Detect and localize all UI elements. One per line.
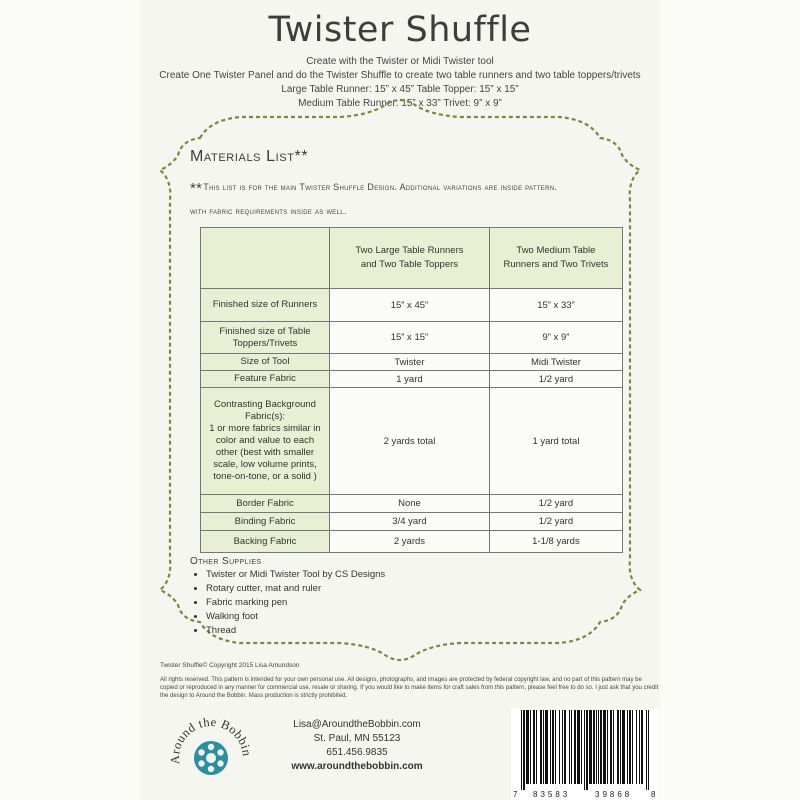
barcode-bar: [521, 710, 522, 790]
table-header-row: [201, 228, 623, 289]
barcode-bar: [600, 710, 602, 784]
list-item: • Rotary cutter, mat and ruler: [206, 582, 385, 596]
row-label: Finished size of Table Toppers/Trivets: [201, 322, 330, 354]
barcode-right-digit: 8: [651, 790, 656, 799]
barcode-bar: [569, 710, 570, 784]
contact-website[interactable]: www.aroundthebobbin.com: [291, 761, 423, 772]
row-label: Feature Fabric: [201, 371, 330, 388]
cell-large: 3/4 yard: [330, 513, 490, 531]
barcode-bar: [632, 710, 633, 784]
supplies-list: [192, 568, 385, 638]
contact-email[interactable]: Lisa@AroundtheBobbin.com: [293, 719, 421, 730]
barcode-bar: [620, 710, 621, 784]
barcode-bar: [636, 710, 637, 784]
cell-medium: Midi Twister: [489, 354, 622, 371]
cell-medium: 1 yard total: [489, 388, 622, 495]
table-row: [201, 354, 623, 371]
cell-large: None: [330, 495, 490, 513]
barcode-bar: [613, 710, 614, 784]
barcode-group-1: 83583: [533, 790, 571, 799]
around-the-bobbin-logo: [166, 706, 256, 796]
table-row: [201, 289, 623, 322]
table-row: [201, 495, 623, 513]
materials-list-title: Materials List**: [190, 148, 309, 165]
subtitle-line-2: Create One Twister Panel and do the Twister Shuffle to create two table runners and two table toppers/trivets: [159, 70, 641, 81]
barcode-bar: [586, 710, 588, 790]
row-label: Backing Fabric: [201, 531, 330, 553]
table-row: [201, 322, 623, 354]
list-item: • Thread: [206, 624, 385, 638]
barcode-bars: [517, 710, 653, 790]
subtitle-line-3: Large Table Runner: 15” x 45” Table Topper: 15” x 15”: [281, 84, 519, 95]
barcode-bar: [564, 710, 566, 784]
logo-text: Around the Bobbin: [167, 714, 255, 765]
copyright-line: Twister Shuffle© Copyright 2015 Lisa Amundson: [160, 662, 300, 669]
table-corner-cell: [201, 228, 330, 289]
barcode-bar: [584, 710, 585, 790]
materials-note-line-1: [190, 180, 557, 197]
barcode-bar: [589, 710, 592, 784]
barcode-bar: [648, 710, 649, 790]
contact-city: St. Paul, MN 55123: [313, 733, 401, 744]
contact-phone: 651.456.9835: [326, 747, 388, 758]
barcode-bar: [574, 710, 576, 784]
barcode-bar: [555, 710, 556, 784]
barcode-bar: [523, 710, 525, 790]
row-label: [201, 388, 330, 495]
row-label: Size of Tool: [201, 354, 330, 371]
barcode-bar: [593, 710, 595, 784]
barcode-bar: [577, 710, 580, 784]
row-label: Finished size of Runners: [201, 289, 330, 322]
barcode-bar: [603, 710, 606, 784]
page-title: Twister Shuffle: [268, 10, 532, 50]
cell-medium: 1/2 yard: [489, 371, 622, 388]
barcode-bar: [581, 710, 582, 784]
cell-medium: 1-1/8 yards: [489, 531, 622, 553]
cell-large: 15” x 45”: [330, 289, 490, 322]
cell-medium: 9” x 9”: [489, 322, 622, 354]
barcode-bar: [530, 710, 531, 784]
barcode-bar: [536, 710, 537, 784]
barcode: [511, 708, 659, 800]
materials-note-text: This list is for the main Twister Shuffle Design. Additional variations are inside pattern.: [203, 182, 558, 192]
barcode-bar: [596, 710, 597, 784]
row-label: Border Fabric: [201, 495, 330, 513]
barcode-bar: [639, 710, 640, 784]
rights-paragraph: All rights reserved. This pattern is intended for your own personal use. All designs, photographs, and images are protected by federal copyright law, and no part of this pattern may be copied or reproduced in any manner for commercial use, resale or sharing. If you would like to make items for craft sales from this pattern, please feel free to do so. I just ask that you credit the design to Around the Bobbin. Mass production is strictly prohibited.: [160, 677, 659, 699]
barcode-bar: [545, 710, 548, 784]
barcode-bar: [627, 710, 628, 784]
subtitle-line-1: Create with the Twister or Midi Twister tool: [306, 56, 494, 67]
barcode-bar: [629, 710, 631, 784]
table-row: [201, 388, 623, 495]
barcode-bar: [617, 710, 619, 784]
table-row: [201, 531, 623, 553]
cell-medium: 1/2 yard: [489, 495, 622, 513]
column-header-medium: Two Medium Table Runners and Two Trivets: [489, 228, 622, 289]
row-label-main: Contrasting Background Fabric(s):: [214, 399, 316, 422]
barcode-bar: [559, 710, 560, 784]
barcode-bar: [571, 710, 572, 784]
barcode-bar: [598, 710, 599, 784]
cell-medium: 15” x 33”: [489, 289, 622, 322]
barcode-bar: [622, 710, 625, 784]
materials-note-line-2: with fabric requirements inside as well.: [190, 206, 347, 216]
barcode-bar: [562, 710, 563, 784]
barcode-bar: [607, 710, 608, 784]
barcode-bar: [610, 710, 612, 784]
cell-large: 15” x 15”: [330, 322, 490, 354]
barcode-bar: [646, 710, 647, 790]
list-item: • Fabric marking pen: [206, 596, 385, 610]
list-item: • Walking foot: [206, 610, 385, 624]
table-row: [201, 513, 623, 531]
cell-large: 1 yard: [330, 371, 490, 388]
barcode-bar: [533, 710, 535, 784]
table-row: [201, 371, 623, 388]
barcode-group-2: 39868: [595, 790, 633, 799]
cell-large: Twister: [330, 354, 490, 371]
barcode-bar: [543, 710, 544, 784]
row-label-detail: 1 or more fabrics similar in color and value to each other (best with smaller scale, low volume prints, tone-on-tone, or a solid ): [209, 423, 321, 482]
materials-table: [200, 227, 623, 553]
cell-medium: 1/2 yard: [489, 513, 622, 531]
cell-large: 2 yards: [330, 531, 490, 553]
cell-large: 2 yards total: [330, 388, 490, 495]
other-supplies-title: Other Supplies: [190, 556, 262, 567]
barcode-left-digit: 7: [513, 790, 518, 799]
barcode-bar: [526, 710, 529, 784]
row-label: Binding Fabric: [201, 513, 330, 531]
barcode-bar: [540, 710, 542, 784]
barcode-bar: [641, 710, 643, 784]
column-header-large: Two Large Table Runners and Two Table Toppers: [330, 228, 490, 289]
subtitle-line-4: Medium Table Runner: 15” x 33” Trivet: 9” x 9”: [298, 98, 502, 109]
list-item: • Twister or Midi Twister Tool by CS Designs: [206, 568, 385, 582]
asterisks: **: [190, 180, 203, 197]
barcode-bar: [552, 710, 554, 784]
barcode-bar: [550, 710, 551, 784]
contact-block: [262, 718, 452, 774]
